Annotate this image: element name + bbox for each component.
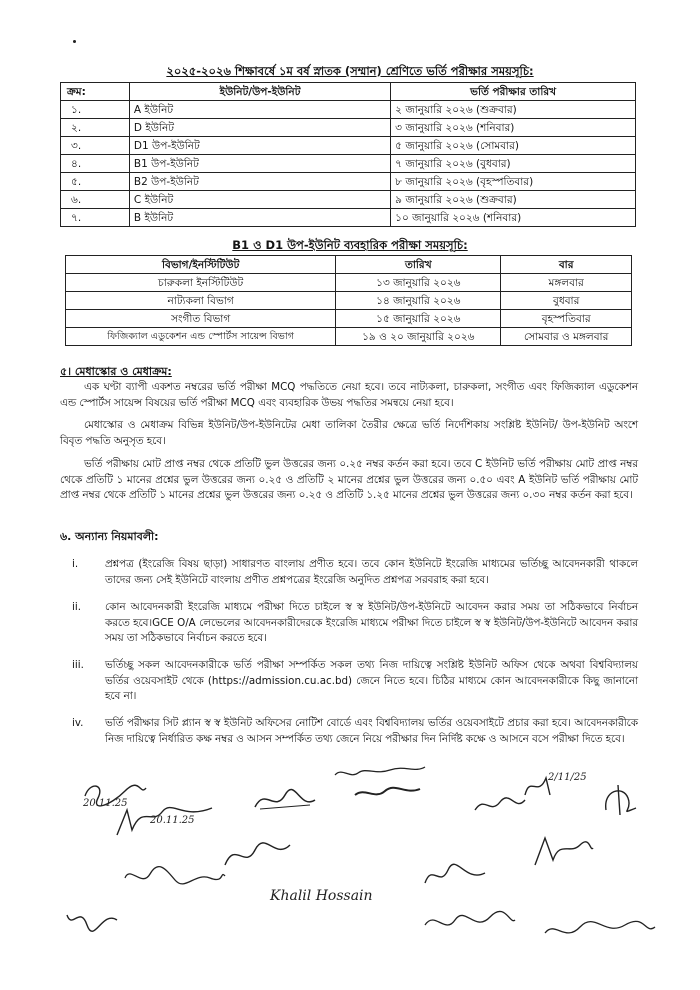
serial-cell: ৬. (61, 191, 130, 209)
rule-text: ভর্তি পরীক্ষার সিট প্ল্যান স্ব স্ব ইউনিট অফিসের নোটিশ বোর্ডে এবং বিশ্ববিদ্যালয় ভর্তির ওয়েবসাইটে প্রচার করা হবে। আবেদনকারীকে নিজ দায়িত্বে নির্ধারিত কক্ষ নম্বর ও আসন সম্পর্কিত তথ্য জেনে নিয়ে পরীক্ষার দিন নির্দিষ্ট কক্ষে ও আসনে বসে পরীক্ষা দিতে হবে। (105, 717, 638, 745)
signature-date: 2/11/25 (548, 772, 587, 783)
practical-schedule-title: B1 ও D1 উপ-ইউনিট ব্যবহারিক পরীক্ষা সময়সূচি: (232, 238, 468, 252)
signature-4 (330, 765, 430, 805)
unit-cell: D1 উপ-ইউনিট (129, 137, 390, 155)
serial-cell: ৩. (61, 137, 130, 155)
table-row (61, 191, 636, 209)
page-mark (73, 40, 76, 43)
section-5-paragraph-3: ভর্তি পরীক্ষায় মোট প্রাপ্ত নম্বর থেকে প্রতিটি ভুল উত্তরের জন্য ০.২৫ নম্বর কর্তন করা হবে। তবে C ইউনিট ভর্তি পরীক্ষায় মোট প্রাপ্ত নম্বর থেকে প্রতিটি ১ মানের প্রশ্নের ভুল উত্তরের জন্য ০.২৫ ও প্রতিটি ২ মানের প্রশ্নের ভুল উত্তরের জন্য ০.৫০ এবং A ইউনিট ভর্তি পরীক্ষায় মোট প্রাপ্ত নম্বর থেকে প্রতিটি ১ মানের প্রশ্নের ভুল উত্তরের জন্য ০.২৫ ও প্রতিটি ১.২৫ মানের প্রশ্নের ভুল উত্তরের জন্য ০.৩০ নম্বর কর্তন করা হবে। (60, 458, 638, 501)
rule-number: iii. (72, 659, 84, 671)
day-cell: মঙ্গলবার (501, 274, 632, 292)
date-cell: ৯ জানুয়ারি ২০২৬ (শুক্রবার) (391, 191, 636, 209)
day-cell: বৃহস্পতিবার (501, 310, 632, 328)
serial-cell: ১. (61, 101, 130, 119)
column-header-date: তারিখ (336, 256, 501, 274)
table-header-row (61, 83, 636, 101)
date-cell: ২ জানুয়ারি ২০২৬ (শুক্রবার) (391, 101, 636, 119)
table-header-row (66, 256, 632, 274)
department-cell: সংগীত বিভাগ (66, 310, 336, 328)
unit-cell: B ইউনিট (129, 209, 390, 227)
date-cell: ১৩ জানুয়ারি ২০২৬ (336, 274, 501, 292)
serial-cell: ৪. (61, 155, 130, 173)
serial-cell: ৫. (61, 173, 130, 191)
section-6-heading-text: ৬. অন্যান্য নিয়মাবলী: (60, 530, 159, 543)
signature-8 (120, 860, 230, 895)
section-5-paragraph-2: মেধাস্কোর ও মেধাক্রম বিভিন্ন ইউনিট/উপ-ইউনিটের মেধা তালিকা তৈরীর ক্ষেত্রে ভর্তি নির্দেশিকায় সংশ্লিষ্ট ইউনিট/ উপ-ইউনিট অংশে বিবৃত পদ্ধতি অনুসৃত হবে। (60, 419, 638, 447)
date-cell: ৫ জানুয়ারি ২০২৬ (সোমবার) (391, 137, 636, 155)
unit-cell: B2 উপ-ইউনিট (129, 173, 390, 191)
table-row (61, 209, 636, 227)
column-header-day: বার (501, 256, 632, 274)
column-header-unit: ইউনিট/উপ-ইউনিট (129, 83, 390, 101)
section-5-paragraph-1: এক ঘণ্টা ব্যাপী একশত নম্বরের ভর্তি পরীক্ষা MCQ পদ্ধতিতে নেয়া হবে। তবে নাট্যকলা, চারুকলা, সংগীত এবং ফিজিক্যাল এডুকেশন এন্ড স্পোর্টস সায়েন্স বিষয়ের ভর্তি পরীক্ষা MCQ এবং ব্যবহারিক উভয় পদ্ধতির সমন্বয়ে নেয়া হবে। (60, 381, 638, 409)
signature-10 (420, 858, 490, 893)
unit-cell: D ইউনিট (129, 119, 390, 137)
date-cell: ৭ জানুয়ারি ২০২৬ (বুধবার) (391, 155, 636, 173)
table-row (66, 292, 632, 310)
rule-number: i. (72, 558, 79, 570)
rule-number: iv. (72, 717, 84, 729)
table-row (61, 119, 636, 137)
signature-name: Khalil Hossain (270, 888, 373, 904)
table-row (61, 155, 636, 173)
section-6-heading (60, 528, 159, 547)
department-cell: নাট্যকলা বিভাগ (66, 292, 336, 310)
date-cell: ৩ জানুয়ারি ২০২৬ (শনিবার) (391, 119, 636, 137)
signature-3 (250, 785, 320, 815)
table-row (61, 101, 636, 119)
column-header-date: ভর্তি পরীক্ষার তারিখ (391, 83, 636, 101)
day-cell: সোমবার ও মঙ্গলবার (501, 328, 632, 346)
signature-14 (540, 915, 660, 945)
signature-7 (598, 780, 643, 820)
rule-text: কোন আবেদনকারী ইংরেজি মাধ্যমে পরীক্ষা দিতে চাইলে স্ব স্ব ইউনিট/উপ-ইউনিটে আবেদন করার সময় তা সঠিকভাবে নির্বাচন করতে হবে।GCE O/A লেভেলের আবেদনকারীদেরকে ইংরেজি মাধ্যমে পরীক্ষা দিতে চাইলে স্ব স্ব ইউনিট/উপ-ইউনিটে আবেদন করার সময় তা সঠিকভাবে নির্বাচন করতে হবে। (105, 601, 638, 644)
table-row (61, 137, 636, 155)
unit-cell: C ইউনিট (129, 191, 390, 209)
unit-cell: B1 উপ-ইউনিট (129, 155, 390, 173)
signature-date: 20.11.25 (83, 798, 128, 809)
department-cell: চারুকলা ইনস্টিটিউট (66, 274, 336, 292)
table-row (66, 274, 632, 292)
signature-13 (420, 905, 520, 945)
column-header-department: বিভাগ/ইনস্টিটিউট (66, 256, 336, 274)
signature-11 (525, 830, 595, 870)
rule-text: ভর্তিচ্ছু সকল আবেদনকারীকে ভর্তি পরীক্ষা সম্পর্কিত সকল তথ্য নিজ দায়িত্বে সংশ্লিষ্ট ইউনিট অফিস থেকে অথবা বিশ্ববিদ্যালয় ভর্তির ওয়েবসাইট থেকে (https://admission.cu.ac.bd) জেনে নিতে হবে। চিঠির মাধ্যমে কোন আবেদনকারীকে কিছু জানানো হবে না। (105, 659, 638, 702)
unit-cell: A ইউনিট (129, 101, 390, 119)
date-cell: ১৫ জানুয়ারি ২০২৬ (336, 310, 501, 328)
table-row (66, 328, 632, 346)
column-header-serial: ক্রম: (61, 83, 130, 101)
day-cell: বুধবার (501, 292, 632, 310)
practical-schedule-table (65, 255, 632, 346)
signature-12 (62, 900, 122, 940)
table-row (66, 310, 632, 328)
rule-text: প্রশ্নপত্র (ইংরেজি বিষয় ছাড়া) সাধারণত বাংলায় প্রণীত হবে। তবে কোন ইউনিটে ইংরেজি মাধ্যমের ভর্তিচ্ছু আবেদনকারী থাকলে তাদের জন্য সেই ইউনিটে বাংলায় প্রণীত প্রশ্নপত্রের ইংরেজি অনুদিত প্রশ্নপত্র সরবরাহ করা হবে। (105, 558, 638, 586)
date-cell: ১৯ ও ২০ জানুয়ারি ২০২৬ (336, 328, 501, 346)
serial-cell: ২. (61, 119, 130, 137)
signature-date: 20.11.25 (150, 815, 195, 826)
rule-number: ii. (72, 601, 81, 613)
signature-9 (220, 835, 295, 875)
date-cell: ১০ জানুয়ারি ২০২৬ (শনিবার) (391, 209, 636, 227)
table-row (61, 173, 636, 191)
section-5-heading-text: ৫। মেধাস্কোর ও মেধাক্রম: (60, 365, 172, 378)
department-cell: ফিজিক্যাল এডুকেশন এন্ড স্পোর্টস সায়েন্স বিভাগ (66, 328, 336, 346)
date-cell: ১৪ জানুয়ারি ২০২৬ (336, 292, 501, 310)
admission-schedule-title: ২০২৫-২০২৬ শিক্ষাবর্ষে ১ম বর্ষ স্নাতক (সম্মান) শ্রেণিতে ভর্তি পরীক্ষার সময়সূচি: (166, 64, 534, 78)
date-cell: ৮ জানুয়ারি ২০২৬ (বৃহস্পতিবার) (391, 173, 636, 191)
admission-schedule-table (60, 82, 636, 227)
serial-cell: ৭. (61, 209, 130, 227)
